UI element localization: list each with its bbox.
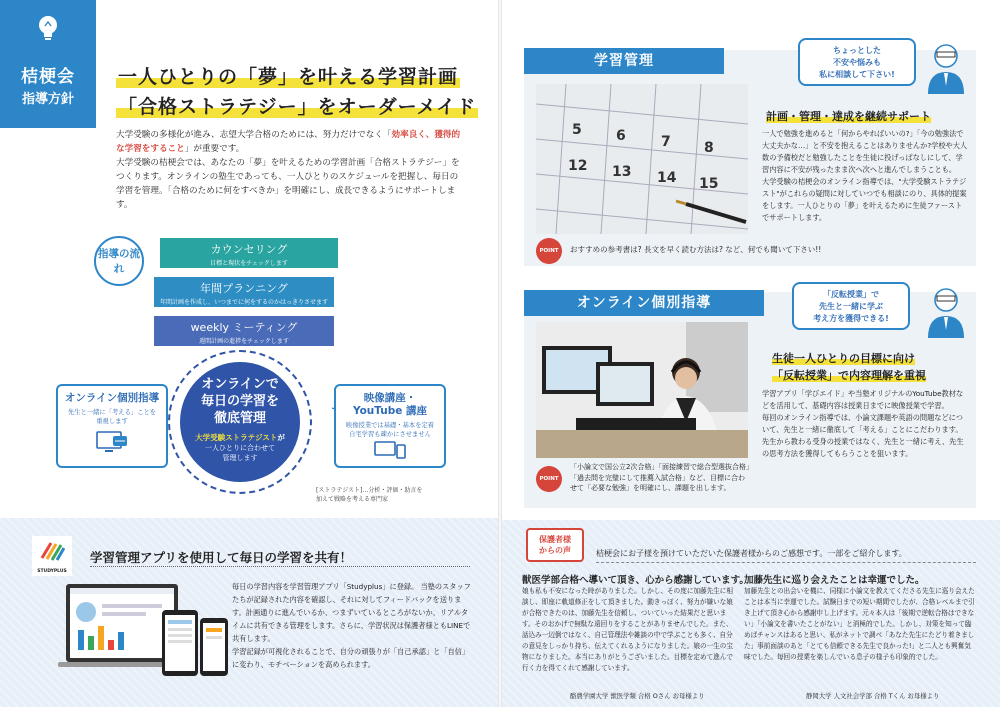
online-lesson-box: オンライン個別指導 先生と一緒に「考える」ことを 重視します [56, 384, 168, 468]
voice-2-signature: 静岡大学 人文社会学部 合格 Tくん お母様より [806, 692, 940, 700]
online-lesson-text: 学習アプリ「学びエイド」や当塾オリジナルのYouTube教材などを活用して、基礎内容は授業日までに映像授業で学習。 毎回のオンライン指導では、小論文課題や英語の問題などについて、先生と一緒に徹底して「考える」ことにこだわります。先生から教わる受身の授業ではなく、先生と一緒に考え、先生の思考方法を獲得してもらうことを狙います。 [762, 389, 964, 458]
app-devices-illustration [58, 580, 230, 692]
advisor-speech-bubble: ちょっとした 不安や悩みも 私に相談して下さい! [798, 38, 916, 86]
devices-icon [373, 441, 407, 459]
learning-management-text: 一人で勉強を進めると「何からやればいいの?」「今の勉強法で大丈夫かな…」と不安を抱えることはありませんか?学校や大人数の予備校だと勉強したことを生徒に投げっぱなしにして、学習内容に不安が残ったまま次へ次へと進んでしまうことも。 大学受験の桔梗会のオンライン指導では、"大学受験ストラテジスト"がこれらの疑問に対していつでも相談にのり、具体的提案をします。一人ひとりの「夢」を叶えるために生徒ファーストでサポートします。 [762, 129, 968, 222]
flow-step-counseling: カウンセリング 目標と現状をチェックします [160, 238, 338, 268]
voice-2-heading: 加藤先生に巡り会えたことは幸運でした。 [744, 575, 925, 586]
page-spine [498, 0, 502, 707]
parent-voices-intro: 桔梗会にお子様を預けていただいた保護者様からのご感想です。一部をご紹介します。 [596, 549, 907, 558]
point-badge-1: POINT [536, 238, 562, 264]
right-page [500, 0, 1000, 707]
strategist-note: [ストラテジスト]…分析・評価・助言を 加えて戦略を考える専門家 [316, 487, 423, 503]
badge-subtitle: 指導方針 [21, 92, 74, 107]
flow-step-annual-planning: 年間プランニング 年間計画を作成し、いつまでに何をするのかはっきりさせます [154, 277, 334, 307]
voice-1-text: 娘も私も不安になった時がありました。しかし、その度に加藤先生に相談し、即座に軌道修正をして頂きました。動きっぽく、努力が嫌いな娘が合格できたのは、加藤先生を信頼し、ついていった結果だと思います。そのおかげで無駄な遠回りをすることがありませんでした。また、話込み一辺倒ではなく、自己管理法や雑談の中で学ぶことも多く、自分の意見をしっかり持ち、伝えてくれるようになりました。娘の一生の宝物になりました。本当にありがとうございました。目標を定めて進んで行く力を得てくれて感謝しています。 [522, 587, 733, 672]
svg-text:6: 6 [616, 128, 626, 144]
svg-text:8: 8 [704, 140, 714, 156]
teacher-speech-bubble: 「反転授業」で 先生と一緒に学ぶ 考え方を獲得できる! [792, 282, 910, 330]
learning-management-heading: 学習管理 [524, 48, 724, 74]
flow-step-weekly-meeting: weekly ミーティング 週間計画の進捗をチェックします [154, 316, 334, 346]
headline-line-1: 一人ひとりの「夢」を叶える学習計画 [118, 66, 459, 88]
app-section-title: 学習管理アプリを使用して毎日の学習を共有！ [90, 550, 353, 565]
studyplus-logo-mark [39, 540, 65, 562]
badge-title: 桔梗会 [21, 67, 75, 87]
app-section-text: 毎日の学習内容を学習管理アプリ「Studyplus」に登録。 当塾のスタッフたちが記録された内容を確認し、それに対してフィードバックを送ります。計画通りに進んでいるか、つまずいているところがないか、リアルタイムに共有できる管理をします。さらに、学習状況は保護者様ともLINEで共有します。 学習記録が可視化されることで、自分の頑張りが「自己承認」と「自信」に変わり、モチベーションを高められます。 [232, 582, 471, 669]
svg-text:15: 15 [699, 176, 719, 192]
svg-text:7: 7 [661, 134, 671, 150]
svg-text:13: 13 [612, 164, 632, 180]
advisor-avatar-icon [924, 40, 968, 96]
flow-label: 指導の流れ [94, 236, 144, 286]
learning-management-subheading: 計画・管理・達成を継続サポート [766, 110, 931, 123]
svg-text:5: 5 [572, 122, 582, 138]
svg-text:12: 12 [568, 158, 588, 174]
intro-text: 大学受験の多様化が進み、志望大学合格のためには、努力だけでなく「効率良く、獲得的な学習をすること」が重要です。 大学受験の桔梗会では、あなたの「夢」を叶えるための学習計画「合格ストラテジー」をつくります。オンラインの塾生であっても、一人ひとりのスケジュールを把握し、毎日の学習を管理。「合格のために何をすべきか」を明確にし、成長できるようにサポートします。 [116, 130, 461, 210]
online-lesson-photo [536, 322, 748, 458]
online-lesson-heading: オンライン個別指導 [524, 290, 764, 316]
point-text-1: おすすめの参考書は? 長文を早く読む方法は? など、何でも聞いて下さい!! [570, 245, 822, 254]
voice-1-heading: 獣医学部合格へ導いて頂き、心から感謝しています。 [522, 575, 749, 586]
parent-voices-label: 保護者様 からの声 [526, 528, 584, 562]
point-badge-2: POINT [536, 466, 562, 492]
studyplus-logo: STUDYPLUS [32, 536, 72, 576]
app-title-rule [90, 566, 470, 567]
svg-text:14: 14 [657, 170, 677, 186]
center-circle: オンラインで 毎日の学習を 徹底管理 大学受験ストラテジストが 一人ひとりに合わせて 管理します [180, 362, 300, 482]
video-lecture-box: 映像講座・ YouTube 講座 映像授業では基礎・基本を定着 自宅学習も疎かにさせません [334, 384, 446, 468]
teacher-avatar-icon [924, 284, 968, 340]
online-lesson-subheading: 生徒一人ひとりの目標に向け 「反転授業」で内容理解を重視 [772, 352, 926, 382]
monitor-chat-icon [95, 430, 129, 456]
calendar-photo [536, 84, 748, 234]
voice-2-text: 加藤先生との出会いを機に、同様に小論文を教えてくださる先生に巡り会えたことは本当に幸運でした。試験日までの短い期間でしたが、合格レベルまで引き上げて頂き心から感謝申し上げます。元々本人は「後期で逆転合格はできない」「小論文を書いたことがない」と消極的でした。しかし、対策を知って臨めばチャンスはあると思い、私がネットで調べ「あなた先生にたどり着きました」事前面談のあと「とても信頼できる先生で良かった!」と二人とも興奮気味でした。毎回の授業を楽しんでいる息子の様子も印象的でした。 [744, 587, 975, 661]
voice-1-signature: 酪農学園大学 獣医学類 合格 Oさん お母様より [570, 692, 705, 700]
headline-line-2: 「合格ストラテジー」をオーダーメイド [118, 96, 477, 118]
voices-divider [596, 562, 976, 563]
section-badge [0, 0, 96, 128]
lightbulb-icon [36, 14, 60, 44]
point-text-2: 「小論文で国公立2次合格」「面接練習で総合型選抜合格」「過去問を完璧にして推薦入試合格」など、目標に合わせて「必要な勉強」を明確にし、課題を出します。 [570, 463, 750, 492]
